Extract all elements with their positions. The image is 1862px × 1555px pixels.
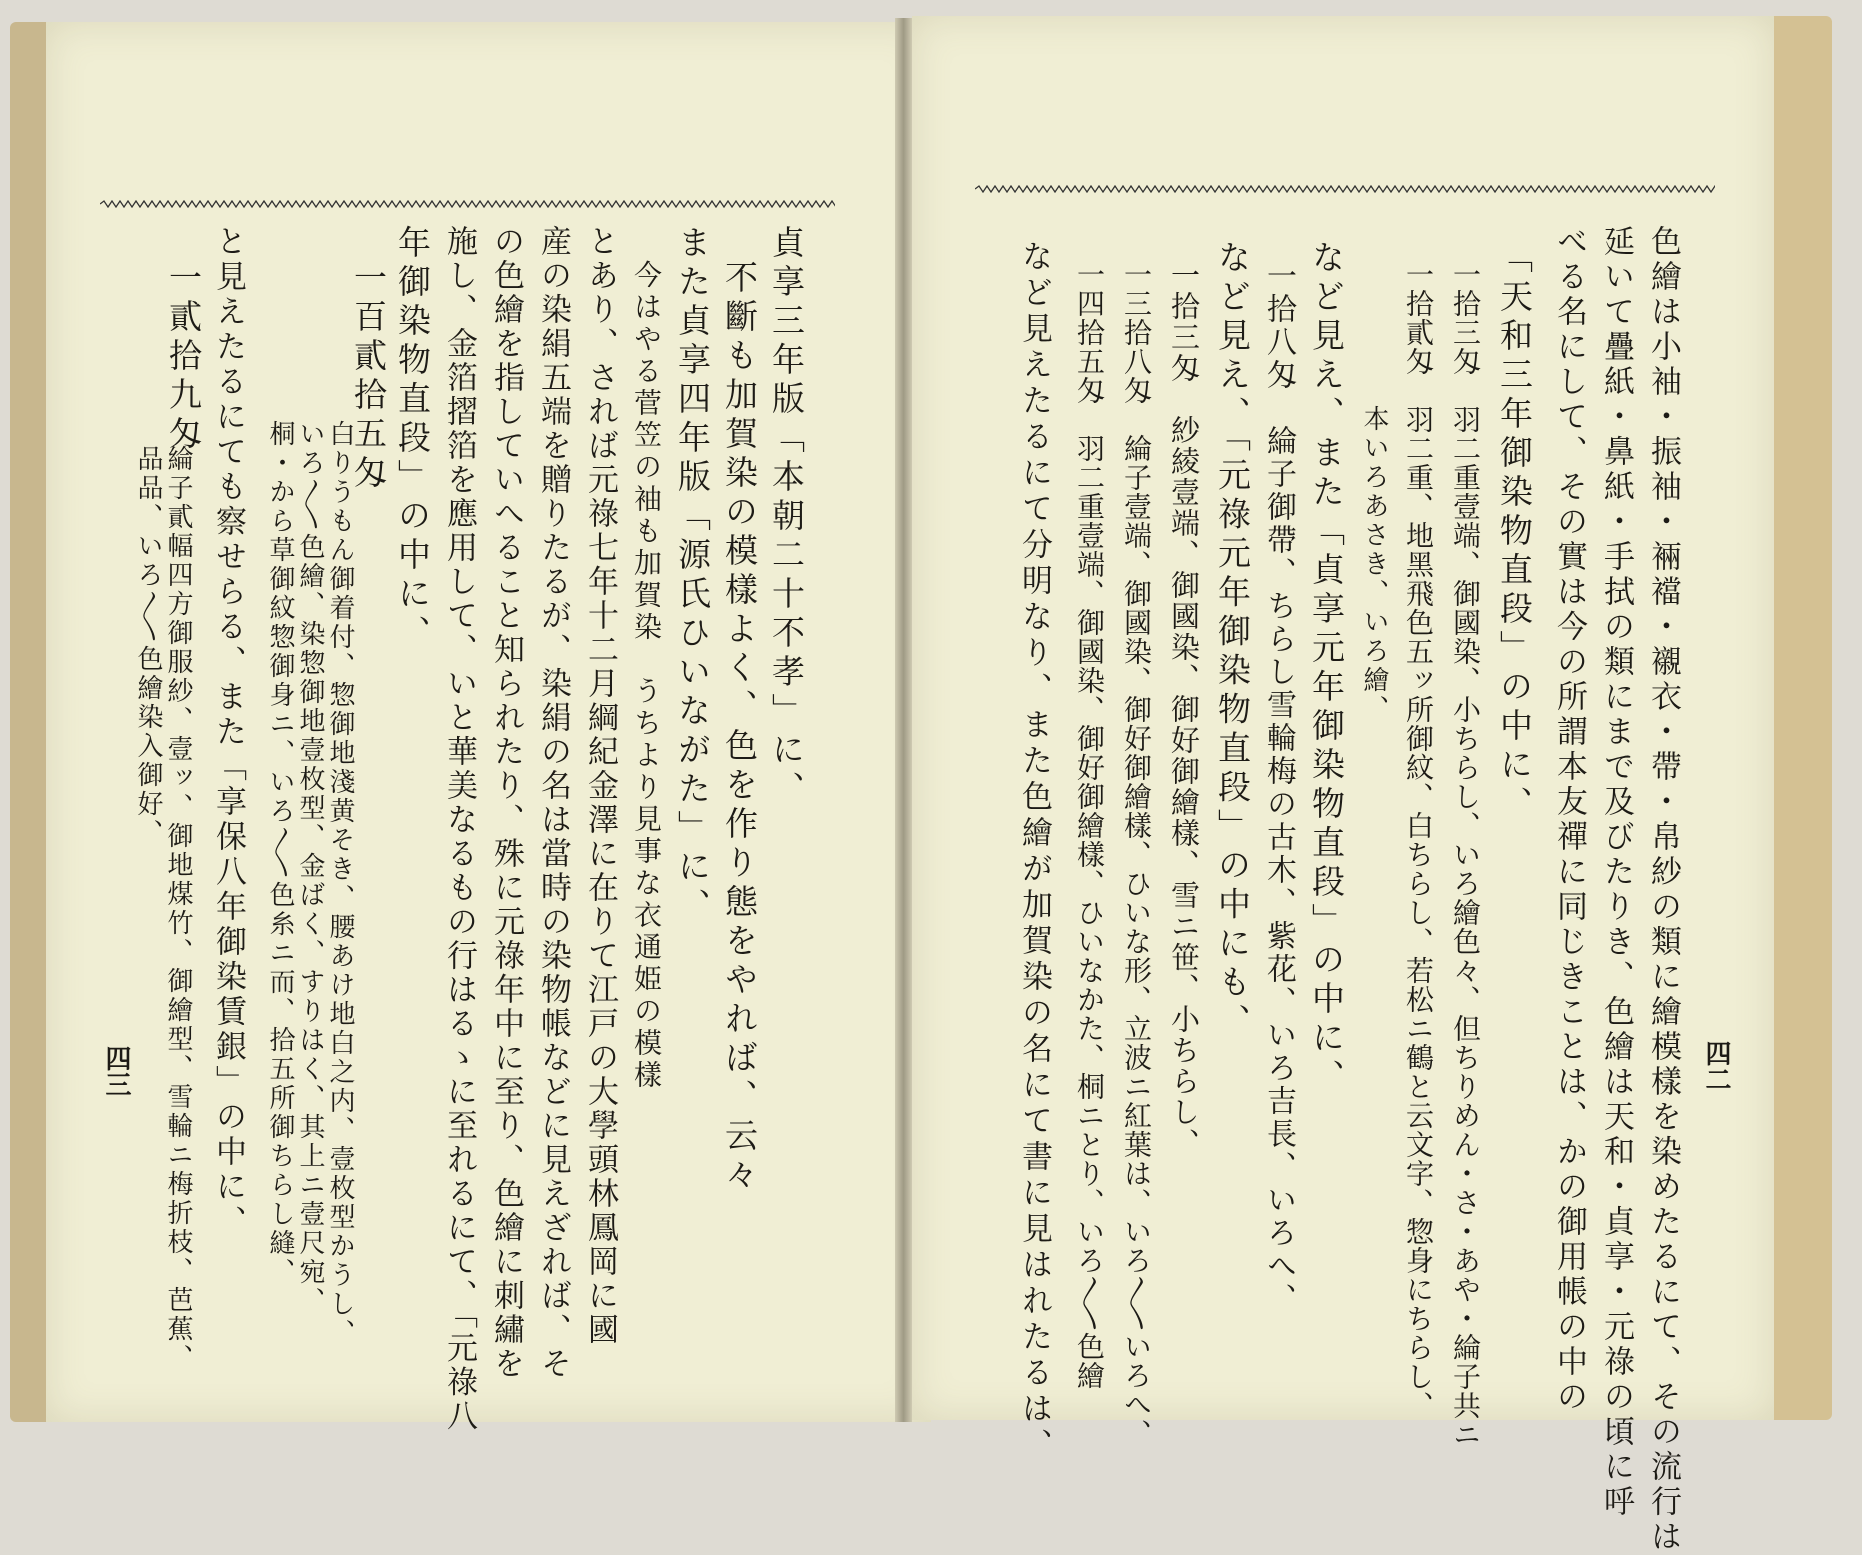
left-col-4: 今はやる菅笠の袖も加賀染 うちより見事な衣通姫の模樣 bbox=[630, 260, 663, 1092]
left-col-17: 品品、いろ〳〵色繪染入御好、 bbox=[133, 445, 163, 848]
right-wavy-rule bbox=[975, 185, 1715, 193]
left-col-3: また貞享四年版「源氏ひいながた」に、 bbox=[673, 225, 712, 927]
left-col-1: 貞享三年版「本朝二十不孝」に、 bbox=[767, 225, 806, 810]
book-gutter bbox=[895, 18, 912, 1422]
left-col-14: と見えたるにても察せらる、また「享保八年御染賃銀」の中に、 bbox=[210, 225, 246, 1240]
right-col-2: 延いて疊紙・鼻紙・手拭の類にまで及びたりき、色繪は天和・貞享・元祿の頃に呼 bbox=[1598, 225, 1634, 1520]
right-col-6: 一拾貳匁 羽二重、地黑飛色五ッ所御紋、白ちらし、若松ニ鶴と云文字、惣身にちらし、 bbox=[1402, 260, 1435, 1420]
left-col-5: とあり、されば元祿七年十二月綱紀金澤に在りて江戸の大學頭林鳳岡に國 bbox=[582, 225, 618, 1347]
left-col-11: 白りうもん御着付、惣御地淺黄そき、腰あけ地白之内、壹枚型かうし、 bbox=[325, 420, 355, 1348]
right-col-14: など見えたるにて分明なり、また色繪が加賀染の名にて書に見はれたるは、 bbox=[1016, 240, 1052, 1464]
right-col-8: など見え、また「貞享元年御染物直段」の中に、 bbox=[1307, 240, 1346, 1098]
left-col-6: 産の染絹五端を贈りたるが、染絹の名は當時の染物帳などに見えざれば、そ bbox=[535, 225, 571, 1381]
left-col-10: 一百貳拾五匁 bbox=[349, 260, 388, 494]
right-col-5: 一拾三匁 羽二重壹端、御國染、小ちらし、いろ繪色々、但ちりめん・さ・あや・綸子共ニ bbox=[1449, 260, 1482, 1449]
right-col-7: 本いろあさき、いろ繪、 bbox=[1359, 405, 1389, 724]
left-col-15: 一貳拾九匁 bbox=[164, 260, 203, 455]
left-col-16: 綸子貳幅四方御服紗、壹ッ、御地煤竹、御繪型、雪輪ニ梅折枝、芭蕉、 bbox=[163, 445, 193, 1373]
right-col-4: 「天和三年御染物直段」の中に、 bbox=[1495, 240, 1534, 825]
right-page-number: 四二 bbox=[1701, 1040, 1731, 1092]
right-col-1: 色繪は小袖・振袖・裲襠・襯衣・帶・帛紗の類に繪模樣を染めたるにて、その流行は bbox=[1645, 225, 1681, 1555]
right-col-10: など見え、「元祿元年御染物直段」の中にも、 bbox=[1213, 240, 1252, 1043]
right-col-13: 一四拾五匁 羽二重壹端、御國染、御好御繪樣、ひいなかた、桐ニとり、いろ〳〵色繪 bbox=[1073, 260, 1106, 1390]
left-col-9: 年御染物直段」の中に、 bbox=[393, 225, 432, 654]
left-col-7: の色繪を指していへること知られたり、殊に元祿年中に至り、色繪に刺繡を bbox=[488, 225, 524, 1381]
right-col-11: 一拾三匁 紗綾壹端、御國染、御好御繪樣、雪ニ笹、小ちらし、 bbox=[1167, 260, 1201, 1159]
left-page-number: 四三 bbox=[101, 1045, 131, 1097]
right-col-12: 一三拾八匁 綸子壹端、御國染、御好御繪樣、ひいな形、立波ニ紅葉は、いろ〳〵いろへ、 bbox=[1120, 260, 1153, 1448]
left-col-13: 桐・から草御紋惣御身ニ、いろ〳〵色糸ニ而、拾五所御ちらし縫、 bbox=[265, 420, 295, 1287]
left-col-8: 施し、金箔摺箔を應用して、いと華美なるもの行はるゝに至れるにて、「元祿八 bbox=[441, 225, 477, 1434]
right-col-3: べる名にして、その實は今の所謂本友禪に同じきことは、かの御用帳の中の bbox=[1551, 225, 1587, 1415]
left-wavy-rule bbox=[100, 200, 835, 208]
right-col-9: 一拾八匁 綸子御帶、ちらし雪輪梅の古木、紫花、いろ吉長、いろへ、 bbox=[1261, 260, 1296, 1316]
left-col-12: いろ〳〵色繪、染惣御地壹枚型、金ばく、すりはく、其上ニ壹尺宛、 bbox=[295, 420, 325, 1316]
left-col-2: 不斷も加賀染の模樣よく、色を作り態をやれば、云々 bbox=[720, 260, 759, 1196]
